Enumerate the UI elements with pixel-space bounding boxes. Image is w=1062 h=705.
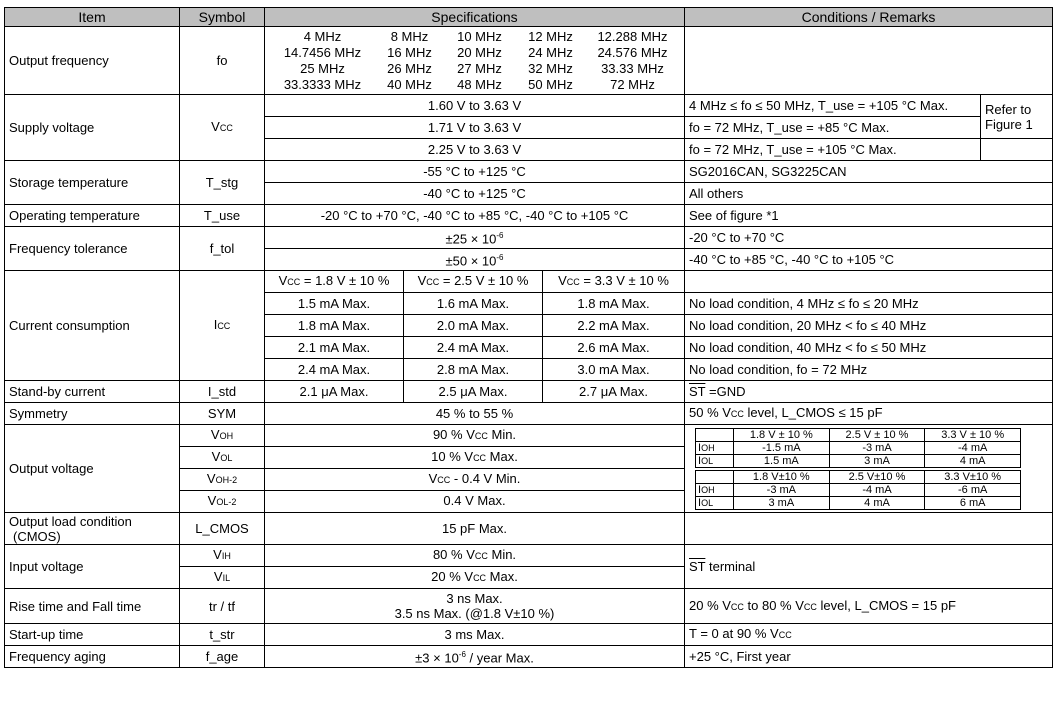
row-output-frequency xyxy=(5,27,1053,95)
spec-sheet xyxy=(4,7,1052,701)
frequency-value: 12 MHz xyxy=(528,28,573,44)
frequency-value: 10 MHz xyxy=(457,28,502,44)
mini-row xyxy=(696,496,1021,509)
spec-aging: $\pm 3 \times 10^{-6}$ / year Max. xyxy=(265,646,685,668)
row-standby-current xyxy=(5,381,1053,403)
item-rise-fall: Rise time and Fall time xyxy=(5,589,180,624)
spec-freq-tolerance: $\pm 50 \times 10^{-6}$ xyxy=(265,249,685,271)
header-item: Item xyxy=(5,8,180,27)
cond-operating-temp: See of figure *1 xyxy=(685,205,1053,227)
cond-current: No load condition, 20 MHz < fo ≤ 40 MHz xyxy=(685,315,1053,337)
item-startup: Start-up time xyxy=(5,624,180,646)
cond-current-header xyxy=(685,271,1053,293)
header-row xyxy=(5,8,1053,27)
symbol-symmetry: SYM xyxy=(180,403,265,425)
spec-storage-temp: -40 °C to +125 °C xyxy=(265,183,685,205)
spec-supply-voltage: 1.71 V to 3.63 V xyxy=(265,117,685,139)
header-symbol: Symbol xyxy=(180,8,265,27)
row-current-header xyxy=(5,271,1053,293)
cond-storage-temp: SG2016CAN, SG3225CAN xyxy=(685,161,1053,183)
mini-cell: 1.5 mA xyxy=(734,454,830,467)
mini-header: 2.5 V ± 10 % xyxy=(829,428,925,441)
symbol-storage-temp: T_stg xyxy=(180,161,265,205)
item-operating-temp: Operating temperature xyxy=(5,205,180,227)
row-supply-voltage-1 xyxy=(5,95,1053,117)
mini-cell: -6 mA xyxy=(925,483,1021,496)
item-storage-temp: Storage temperature xyxy=(5,161,180,205)
frequency-value: 14.7456 MHz xyxy=(283,44,362,60)
symbol-aging: f_age xyxy=(180,646,265,668)
cond-symmetry: 50 % VCC level, L_CMOS ≤ 15 pF xyxy=(685,403,1053,425)
current-value: 2.2 mA Max. xyxy=(543,315,685,337)
mini-row xyxy=(696,483,1021,496)
current-col-header: VCC = 1.8 V ± 10 % xyxy=(265,271,404,293)
cond-supply-voltage: 4 MHz ≤ fo ≤ 50 MHz, T_use = +105 °C Max. xyxy=(685,95,981,117)
current-value: 1.8 mA Max. xyxy=(265,315,404,337)
mini-cell: -3 mA xyxy=(734,483,830,496)
frequency-value: 24.576 MHz xyxy=(597,44,668,60)
mini-cell: 3 mA xyxy=(734,496,830,509)
frequency-value: 24 MHz xyxy=(528,44,573,60)
symbol-current-consumption: ICC xyxy=(180,271,265,381)
item-supply-voltage: Supply voltage xyxy=(5,95,180,161)
cond-supply-voltage: fo = 72 MHz, T_use = +85 °C Max. xyxy=(685,117,981,139)
mini-cell: -4 mA xyxy=(925,441,1021,454)
current-value: 2.8 mA Max. xyxy=(404,359,543,381)
frequency-value: 32 MHz xyxy=(528,60,573,76)
standby-value: 2.7 μA Max. xyxy=(543,381,685,403)
item-standby-current: Stand-by current xyxy=(5,381,180,403)
spec-input-voltage: 20 % VCC Max. xyxy=(265,567,685,589)
frequency-value: 72 MHz xyxy=(610,76,655,92)
current-col-header: VCC = 3.3 V ± 10 % xyxy=(543,271,685,293)
current-value: 2.6 mA Max. xyxy=(543,337,685,359)
frequency-value: 33.33 MHz xyxy=(601,60,664,76)
cond-aging: +25 °C, First year xyxy=(685,646,1053,668)
standby-value: 2.1 μA Max. xyxy=(265,381,404,403)
mini-cell: -1.5 mA xyxy=(734,441,830,454)
cond-output-voltage xyxy=(685,425,1053,513)
mini-cell: -3 mA xyxy=(829,441,925,454)
item-output-frequency: Output frequency xyxy=(5,27,180,95)
current-value: 2.1 mA Max. xyxy=(265,337,404,359)
cond-startup: T = 0 at 90 % VCC xyxy=(685,624,1053,646)
symbol-startup: t_str xyxy=(180,624,265,646)
cond-standby: $\overline{ST} =GND$ xyxy=(685,381,1053,403)
standby-value: 2.5 μA Max. xyxy=(404,381,543,403)
symbol-standby-current: I_std xyxy=(180,381,265,403)
cond-current: No load condition, 40 MHz < fo ≤ 50 MHz xyxy=(685,337,1053,359)
cond-storage-temp: All others xyxy=(685,183,1053,205)
symbol-output-frequency: fo xyxy=(180,27,265,95)
frequency-value: 27 MHz xyxy=(457,60,502,76)
remark-empty xyxy=(981,139,1053,161)
mini-cell: 4 mA xyxy=(829,496,925,509)
frequency-value: 12.288 MHz xyxy=(597,28,668,44)
spec-output-voltage: 0.4 V Max. xyxy=(265,491,685,513)
spec-startup: 3 ms Max. xyxy=(265,624,685,646)
item-freq-tolerance: Frequency tolerance xyxy=(5,227,180,271)
item-output-load: Output load condition (CMOS) xyxy=(5,513,180,545)
cond-input-voltage: $\overline{ST}$ terminal xyxy=(685,545,1053,589)
frequency-value: 40 MHz xyxy=(387,76,432,92)
current-value: 2.4 mA Max. xyxy=(404,337,543,359)
cond-supply-voltage: fo = 72 MHz, T_use = +105 °C Max. xyxy=(685,139,981,161)
cond-freq-tolerance: -40 °C to +85 °C, -40 °C to +105 °C xyxy=(685,249,1053,271)
row-input-voltage-1 xyxy=(5,545,1053,567)
spec-storage-temp: -55 °C to +125 °C xyxy=(265,161,685,183)
spec-table xyxy=(4,7,1053,668)
output-current-table-1 xyxy=(695,428,1021,468)
row-freq-tolerance-1 xyxy=(5,227,1053,249)
symbol-output-voltage: VOL-2 xyxy=(180,491,265,513)
spec-supply-voltage: 2.25 V to 3.63 V xyxy=(265,139,685,161)
spec-output-voltage: 10 % VCC Max. xyxy=(265,447,685,469)
mini-header: 3.3 V±10 % xyxy=(925,470,1021,483)
mini-row-label: IOL xyxy=(696,496,734,509)
frequency-value: 16 MHz xyxy=(387,44,432,60)
cond-output-load xyxy=(685,513,1053,545)
mini-cell: -4 mA xyxy=(829,483,925,496)
mini-cell: 6 mA xyxy=(925,496,1021,509)
symbol-rise-fall: tr / tf xyxy=(180,589,265,624)
current-value: 2.4 mA Max. xyxy=(265,359,404,381)
cond-rise-fall: 20 % VCC to 80 % VCC level, L_CMOS = 15 pF xyxy=(685,589,1053,624)
current-value: 2.0 mA Max. xyxy=(404,315,543,337)
mini-row-label: IOH xyxy=(696,483,734,496)
mini-row-label: IOL xyxy=(696,454,734,467)
header-conditions: Conditions / Remarks xyxy=(685,8,1053,27)
symbol-input-voltage: VIH xyxy=(180,545,265,567)
symbol-operating-temp: T_use xyxy=(180,205,265,227)
header-specifications: Specifications xyxy=(265,8,685,27)
frequency-value: 26 MHz xyxy=(387,60,432,76)
frequency-value: 8 MHz xyxy=(390,28,429,44)
row-startup xyxy=(5,624,1053,646)
symbol-freq-tolerance: f_tol xyxy=(180,227,265,271)
mini-row xyxy=(696,441,1021,454)
mini-cell: 3 mA xyxy=(829,454,925,467)
cond-freq-tolerance: -20 °C to +70 °C xyxy=(685,227,1053,249)
spec-input-voltage: 80 % VCC Min. xyxy=(265,545,685,567)
spec-freq-tolerance: $\pm 25 \times 10^{-6}$ xyxy=(265,227,685,249)
row-aging xyxy=(5,646,1053,668)
symbol-output-voltage: VOH-2 xyxy=(180,469,265,491)
mini-row-label: IOH xyxy=(696,441,734,454)
cond-output-frequency xyxy=(685,27,1053,95)
frequency-value: 20 MHz xyxy=(457,44,502,60)
frequency-list xyxy=(269,29,680,93)
spec-output-voltage: 90 % VCC Min. xyxy=(265,425,685,447)
spec-symmetry: 45 % to 55 % xyxy=(265,403,685,425)
item-aging: Frequency aging xyxy=(5,646,180,668)
mini-cell: 4 mA xyxy=(925,454,1021,467)
mini-corner xyxy=(696,470,734,483)
spec-output-frequency xyxy=(265,27,685,95)
frequency-value: 50 MHz xyxy=(528,76,573,92)
mini-header: 3.3 V ± 10 % xyxy=(925,428,1021,441)
row-storage-temp-1 xyxy=(5,161,1053,183)
spec-output-load: 15 pF Max. xyxy=(265,513,685,545)
mini-header: 1.8 V±10 % xyxy=(734,470,830,483)
item-output-voltage: Output voltage xyxy=(5,425,180,513)
frequency-value: 48 MHz xyxy=(457,76,502,92)
symbol-output-voltage: VOH xyxy=(180,425,265,447)
frequency-value: 33.3333 MHz xyxy=(283,76,362,92)
symbol-supply-voltage: VCC xyxy=(180,95,265,161)
frequency-value: 25 MHz xyxy=(300,60,345,76)
row-symmetry xyxy=(5,403,1053,425)
item-input-voltage: Input voltage xyxy=(5,545,180,589)
item-symmetry: Symmetry xyxy=(5,403,180,425)
current-value: 1.5 mA Max. xyxy=(265,293,404,315)
mini-corner xyxy=(696,428,734,441)
frequency-value: 4 MHz xyxy=(303,28,342,44)
mini-row xyxy=(696,454,1021,467)
cond-current: No load condition, fo = 72 MHz xyxy=(685,359,1053,381)
row-output-load xyxy=(5,513,1053,545)
current-value: 1.8 mA Max. xyxy=(543,293,685,315)
mini-header: 2.5 V±10 % xyxy=(829,470,925,483)
row-output-voltage-1 xyxy=(5,425,1053,447)
symbol-output-load: L_CMOS xyxy=(180,513,265,545)
remark-refer-figure: Refer to Figure 1 xyxy=(981,95,1053,139)
mini-header: 1.8 V ± 10 % xyxy=(734,428,830,441)
spec-supply-voltage: 1.60 V to 3.63 V xyxy=(265,95,685,117)
symbol-input-voltage: VIL xyxy=(180,567,265,589)
row-rise-fall xyxy=(5,589,1053,624)
spec-operating-temp: -20 °C to +70 °C, -40 °C to +85 °C, -40 °C to +105 °C xyxy=(265,205,685,227)
symbol-output-voltage: VOL xyxy=(180,447,265,469)
current-value: 1.6 mA Max. xyxy=(404,293,543,315)
cond-current: No load condition, 4 MHz ≤ fo ≤ 20 MHz xyxy=(685,293,1053,315)
item-current-consumption: Current consumption xyxy=(5,271,180,381)
row-operating-temp xyxy=(5,205,1053,227)
current-value: 3.0 mA Max. xyxy=(543,359,685,381)
mini-header-row xyxy=(696,470,1021,483)
mini-header-row xyxy=(696,428,1021,441)
current-col-header: VCC = 2.5 V ± 10 % xyxy=(404,271,543,293)
spec-output-voltage: VCC - 0.4 V Min. xyxy=(265,469,685,491)
output-current-table-2 xyxy=(695,470,1021,510)
spec-rise-fall: 3 ns Max. 3.5 ns Max. (@1.8 V±10 %) xyxy=(265,589,685,624)
